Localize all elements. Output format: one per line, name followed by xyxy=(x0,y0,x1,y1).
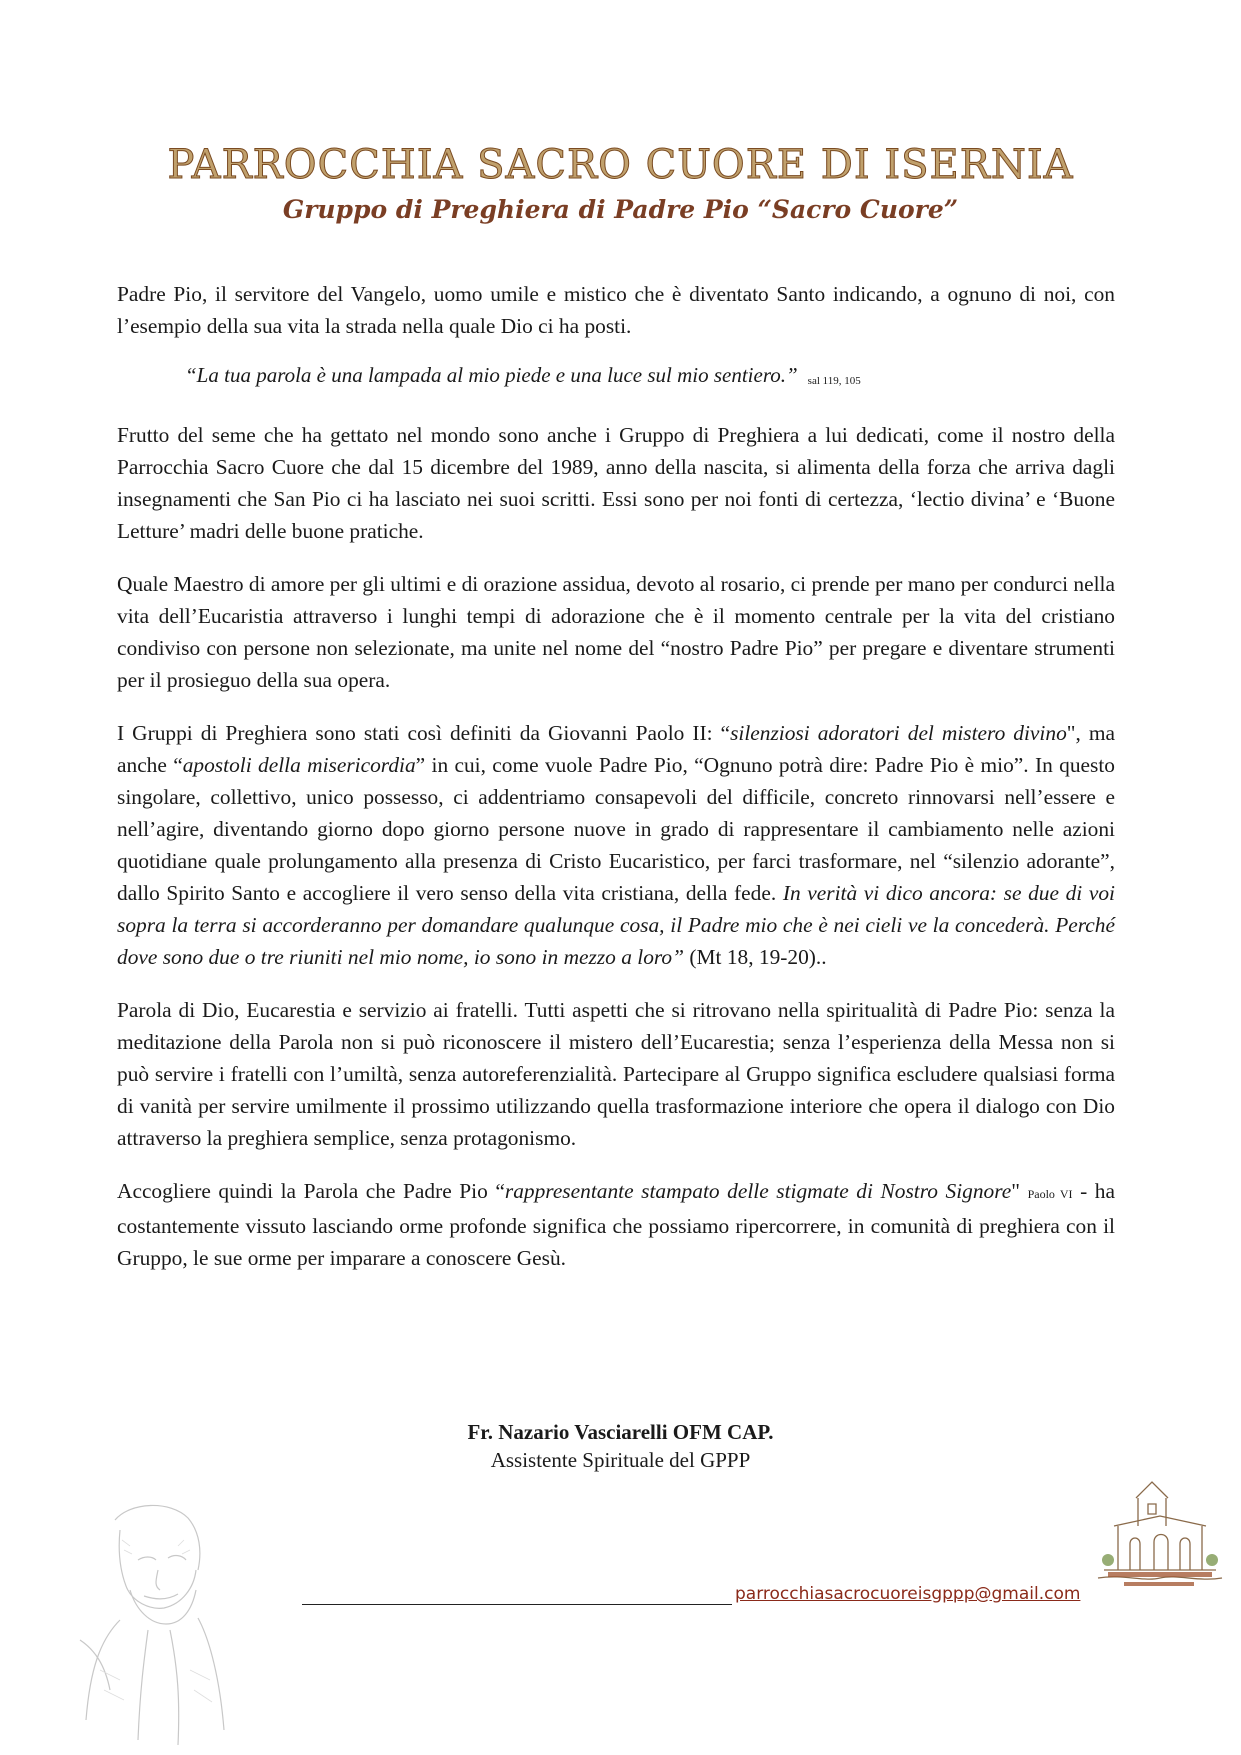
signature-name: Fr. Nazario Vasciarelli OFM CAP. xyxy=(467,1420,774,1444)
paragraph-4-citation: (Mt 18, 19-20).. xyxy=(684,945,827,969)
page-title: PARROCCHIA SACRO CUORE DI ISERNIA xyxy=(167,142,1074,188)
paragraph-6 xyxy=(117,1175,1115,1274)
signature-block xyxy=(0,1418,1241,1474)
paragraph-4-part-e: ” in cui, come vuole Padre Pio, “Ognuno potrà dire: Padre Pio è mio”. In questo singolare, collettivo, unico possesso, ci addentriamo consapevoli del difficile, concreto rinnovarsi nell’essere e nell’agire, diventando giorno dopo giorno persone nuove in grado di rappresentare il cambiamento nelle azioni quotidiane quale prolungamento alla presenza di Cristo Eucaristico, per farci trasformare, nel “silenzio adorante”, dallo Spirito Santo e accogliere il vero senso della vita cristiana, della fede. xyxy=(117,753,1115,905)
paragraph-4-part-a: I Gruppi di Preghiera sono stati così definiti da Giovanni Paolo II: “ xyxy=(117,721,731,745)
paragraph-6-part-a: Accogliere quindi la Parola che Padre Pio “ xyxy=(117,1179,505,1203)
padre-pio-sketch-icon xyxy=(60,1490,240,1755)
signature-role: Assistente Spirituale del GPPP xyxy=(490,1448,751,1472)
scripture-quote xyxy=(185,359,1115,397)
page-subtitle: Gruppo di Preghiera di Padre Pio “Sacro Cuore” xyxy=(282,195,959,224)
paragraph-2: Frutto del seme che ha gettato nel mondo sono anche i Gruppo di Preghiera a lui dedicati, come il nostro della Parrocchia Sacro Cuore che dal 15 dicembre del 1989, anno della nascita, si alimenta della forza che arriva dagli insegnamenti che San Pio ci ha lasciato nei suoi scritti. Essi sono per noi fonti di certezza, ‘lectio divina’ e ‘Buone Letture’ madri delle buone pratiche. xyxy=(117,423,1115,543)
paragraph-4-italic-3: In verità vi dico ancora: se due di voi sopra la terra si accorderanno per domandare qualunque cosa, il Padre mio che è nei cieli ve la concederà. Perché dove sono due o tre riuniti nel mio nome, io sono in mezzo a loro” xyxy=(117,881,1115,969)
paragraph-6-part-c: " xyxy=(1011,1179,1028,1203)
paragraph-4-italic-1: silenziosi adoratori del mistero divino xyxy=(730,721,1067,745)
paragraph-3: Quale Maestro di amore per gli ultimi e di orazione assidua, devoto al rosario, ci prende per mano per condurci nella vita dell’Eucaristia attraverso i lunghi tempi di adorazione che è il momento centrale per la vita del cristiano condiviso con persone non selezionate, ma unite nel nome del “nostro Padre Pio” per pregare e diventare strumenti per il prosieguo della sua opera. xyxy=(117,572,1115,692)
paragraph-5: Parola di Dio, Eucarestia e servizio ai fratelli. Tutti aspetti che si ritrovano nella spiritualità di Padre Pio: senza la meditazione della Parola non si può riconoscere il mistero dell’Eucarestia; senza l’esperienza della Messa non si può servire i fratelli con l’umiltà, senza autoreferenzialità. Partecipare al Gruppo significa escludere qualsiasi forma di vanità per servire umilmente il prossimo utilizzando quella trasformazione interiore che opera il dialogo con Dio attraverso la preghiera semplice, senza protagonismo. xyxy=(117,998,1115,1150)
paragraph-1: Padre Pio, il servitore del Vangelo, uomo umile e mistico che è diventato Santo indicando, a ognuno di noi, con l’esempio della sua vita la strada nella quale Dio ci ha posti. xyxy=(117,282,1115,338)
document-body xyxy=(117,278,1115,1295)
church-logo-icon xyxy=(1094,1478,1226,1596)
paragraph-6-attribution: Paolo VI xyxy=(1027,1187,1073,1201)
paragraph-4-part-c: ", ma anche “ xyxy=(117,721,1115,777)
quote-reference: sal 119, 105 xyxy=(807,375,861,387)
contact-email-link[interactable]: parrocchiasacrocuoreisgppp@gmail.com xyxy=(735,1584,1081,1604)
paragraph-4 xyxy=(117,717,1115,973)
paragraph-4-italic-2: apostoli della misericordia xyxy=(182,753,416,777)
paragraph-6-part-e: - ha costantemente vissuto lasciando orme profonde significa che possiamo ripercorrere, in comunità di preghiera con il Gruppo, le sue orme per imparare a conoscere Gesù. xyxy=(117,1179,1115,1270)
footer-divider xyxy=(302,1604,732,1605)
quote-text: “La tua parola è una lampada al mio piede e una luce sul mio sentiero.” xyxy=(185,363,798,387)
paragraph-6-italic: rappresentante stampato delle stigmate di Nostro Signore xyxy=(504,1179,1012,1203)
